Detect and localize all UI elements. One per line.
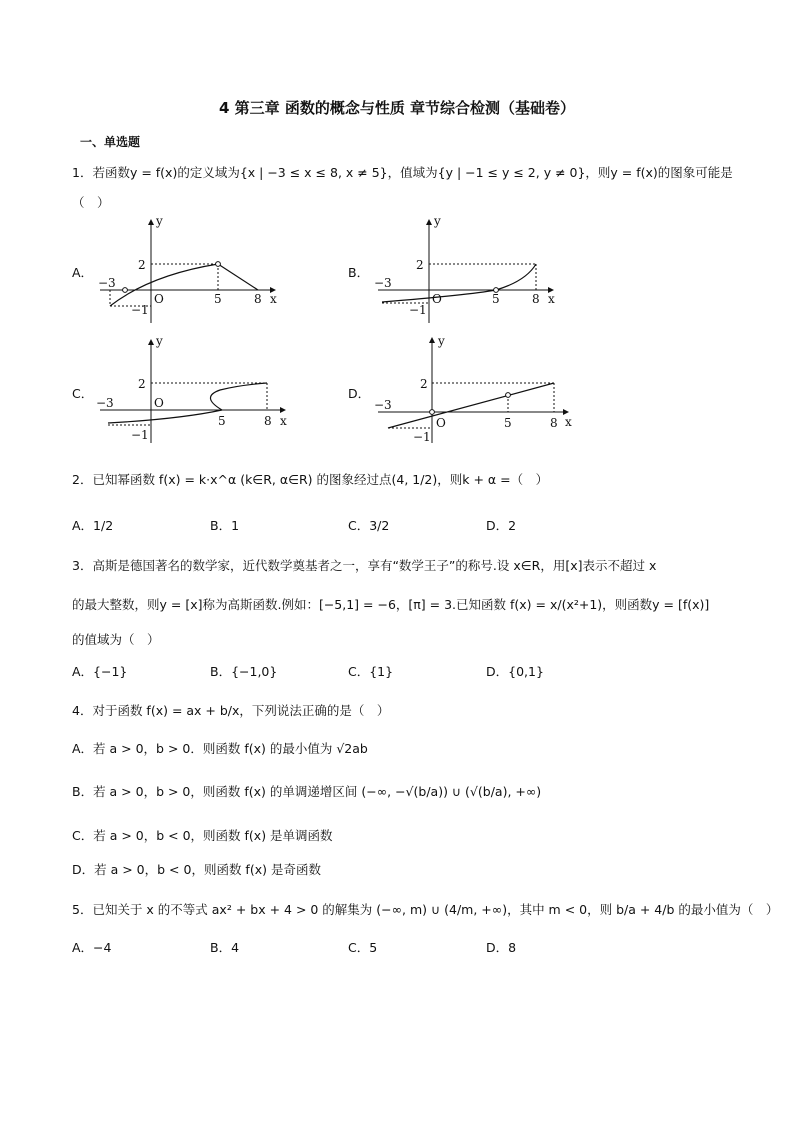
origin-label: O: [154, 396, 164, 410]
tick-5: 5: [504, 416, 512, 430]
origin-label: O: [154, 292, 164, 306]
axis-y-label: y: [156, 214, 163, 228]
axis-x-label: x: [548, 292, 555, 306]
tick-8: 8: [254, 292, 262, 306]
q2-option-b[interactable]: B．1: [210, 518, 240, 533]
tick-8: 8: [550, 416, 558, 430]
tick-2: 2: [138, 258, 146, 272]
axis-y-label: y: [438, 334, 445, 348]
section-heading: 一、单选题: [80, 135, 141, 149]
q2-option-c[interactable]: C．3/2: [348, 518, 390, 533]
q5-option-c[interactable]: C．5: [348, 940, 378, 955]
q1-graph-d: [368, 335, 578, 445]
tick-8: 8: [532, 292, 540, 306]
tick-5: 5: [214, 292, 222, 306]
tick-5: 5: [218, 414, 226, 428]
page-title: 4 第三章 函数的概念与性质 章节综合检测（基础卷）: [218, 99, 576, 117]
q3-option-b[interactable]: B．{−1,0}: [210, 664, 278, 679]
tick-neg1: −1: [131, 428, 149, 442]
q2-option-a[interactable]: A．1/2: [72, 518, 114, 533]
q4-option-b[interactable]: B．若 a > 0，b > 0，则函数 f(x) 的单调递增区间 (−∞, −√(b/a)) ∪ (√(b/a), +∞): [72, 784, 542, 799]
q5-stem: 5．已知关于 x 的不等式 ax² + bx + 4 > 0 的解集为 (−∞, m) ∪ (4/m, +∞)，其中 m < 0，则 b/a + 4/b 的最小值为（ ）: [72, 902, 779, 917]
tick-neg1: −1: [413, 430, 431, 444]
q4-option-c[interactable]: C．若 a > 0，b < 0，则函数 f(x) 是单调函数: [72, 828, 333, 843]
axis-y-label: y: [434, 214, 441, 228]
q1-stem-line2: （ ）: [72, 195, 110, 210]
q3-option-a[interactable]: A．{−1}: [72, 664, 128, 679]
q1-graph-a: [90, 215, 290, 325]
axis-y-label: y: [156, 334, 163, 348]
tick-2: 2: [420, 377, 428, 391]
origin-label: O: [432, 292, 442, 306]
q3-option-c[interactable]: C．{1}: [348, 664, 394, 679]
q1-option-b-label: B．: [348, 265, 370, 280]
q1-stem-line1: 1．若函数y = f(x)的定义域为{x | −3 ≤ x ≤ 8, x ≠ 5}，值域为{y | −1 ≤ y ≤ 2, y ≠ 0}，则y = f(x)的图象可能是: [72, 165, 733, 180]
q3-stem-line3: 的值域为（ ）: [72, 632, 160, 647]
q2-option-d[interactable]: D．2: [486, 518, 517, 533]
axis-x-label: x: [270, 292, 277, 306]
q4-option-d[interactable]: D．若 a > 0，b < 0，则函数 f(x) 是奇函数: [72, 862, 321, 877]
tick-neg1: −1: [409, 303, 427, 317]
q1-graph-c: [90, 335, 290, 445]
q3-stem-line2: 的最大整数，则y = [x]称为高斯函数.例如：[−5,1] = −6，[π] = 3.已知函数 f(x) = x/(x²+1)，则函数y = [f(x)]: [72, 597, 710, 612]
axis-x-label: x: [280, 414, 287, 428]
q1-option-d-label: D．: [348, 386, 371, 401]
q5-option-b[interactable]: B．4: [210, 940, 240, 955]
tick-5: 5: [492, 292, 500, 306]
tick-2: 2: [416, 258, 424, 272]
tick-8: 8: [264, 414, 272, 428]
tick-neg3: −3: [98, 276, 116, 290]
q3-option-d[interactable]: D．{0,1}: [486, 664, 544, 679]
tick-neg3: −3: [374, 398, 392, 412]
q3-stem-line1: 3．高斯是德国著名的数学家，近代数学奠基者之一，享有“数学王子”的称号.设 x∈R，用[x]表示不超过 x: [72, 558, 657, 573]
q5-option-d[interactable]: D．8: [486, 940, 517, 955]
q1-option-c-label: C．: [72, 386, 94, 401]
q4-stem: 4．对于函数 f(x) = ax + b/x，下列说法正确的是（ ）: [72, 703, 390, 718]
q2-stem: 2．已知幂函数 f(x) = k·x^α (k∈R, α∈R) 的图象经过点(4, 1/2)，则k + α =（ ）: [72, 472, 549, 487]
origin-label: O: [436, 416, 446, 430]
tick-neg3: −3: [96, 396, 114, 410]
tick-neg1: −1: [131, 303, 149, 317]
q1-graph-b: [368, 215, 568, 325]
q1-option-a-label: A．: [72, 265, 94, 280]
tick-2: 2: [138, 377, 146, 391]
tick-neg3: −3: [374, 276, 392, 290]
q4-option-a[interactable]: A．若 a > 0，b > 0．则函数 f(x) 的最小值为 √2ab: [72, 741, 368, 756]
axis-x-label: x: [565, 415, 572, 429]
q5-option-a[interactable]: A．−4: [72, 940, 112, 955]
